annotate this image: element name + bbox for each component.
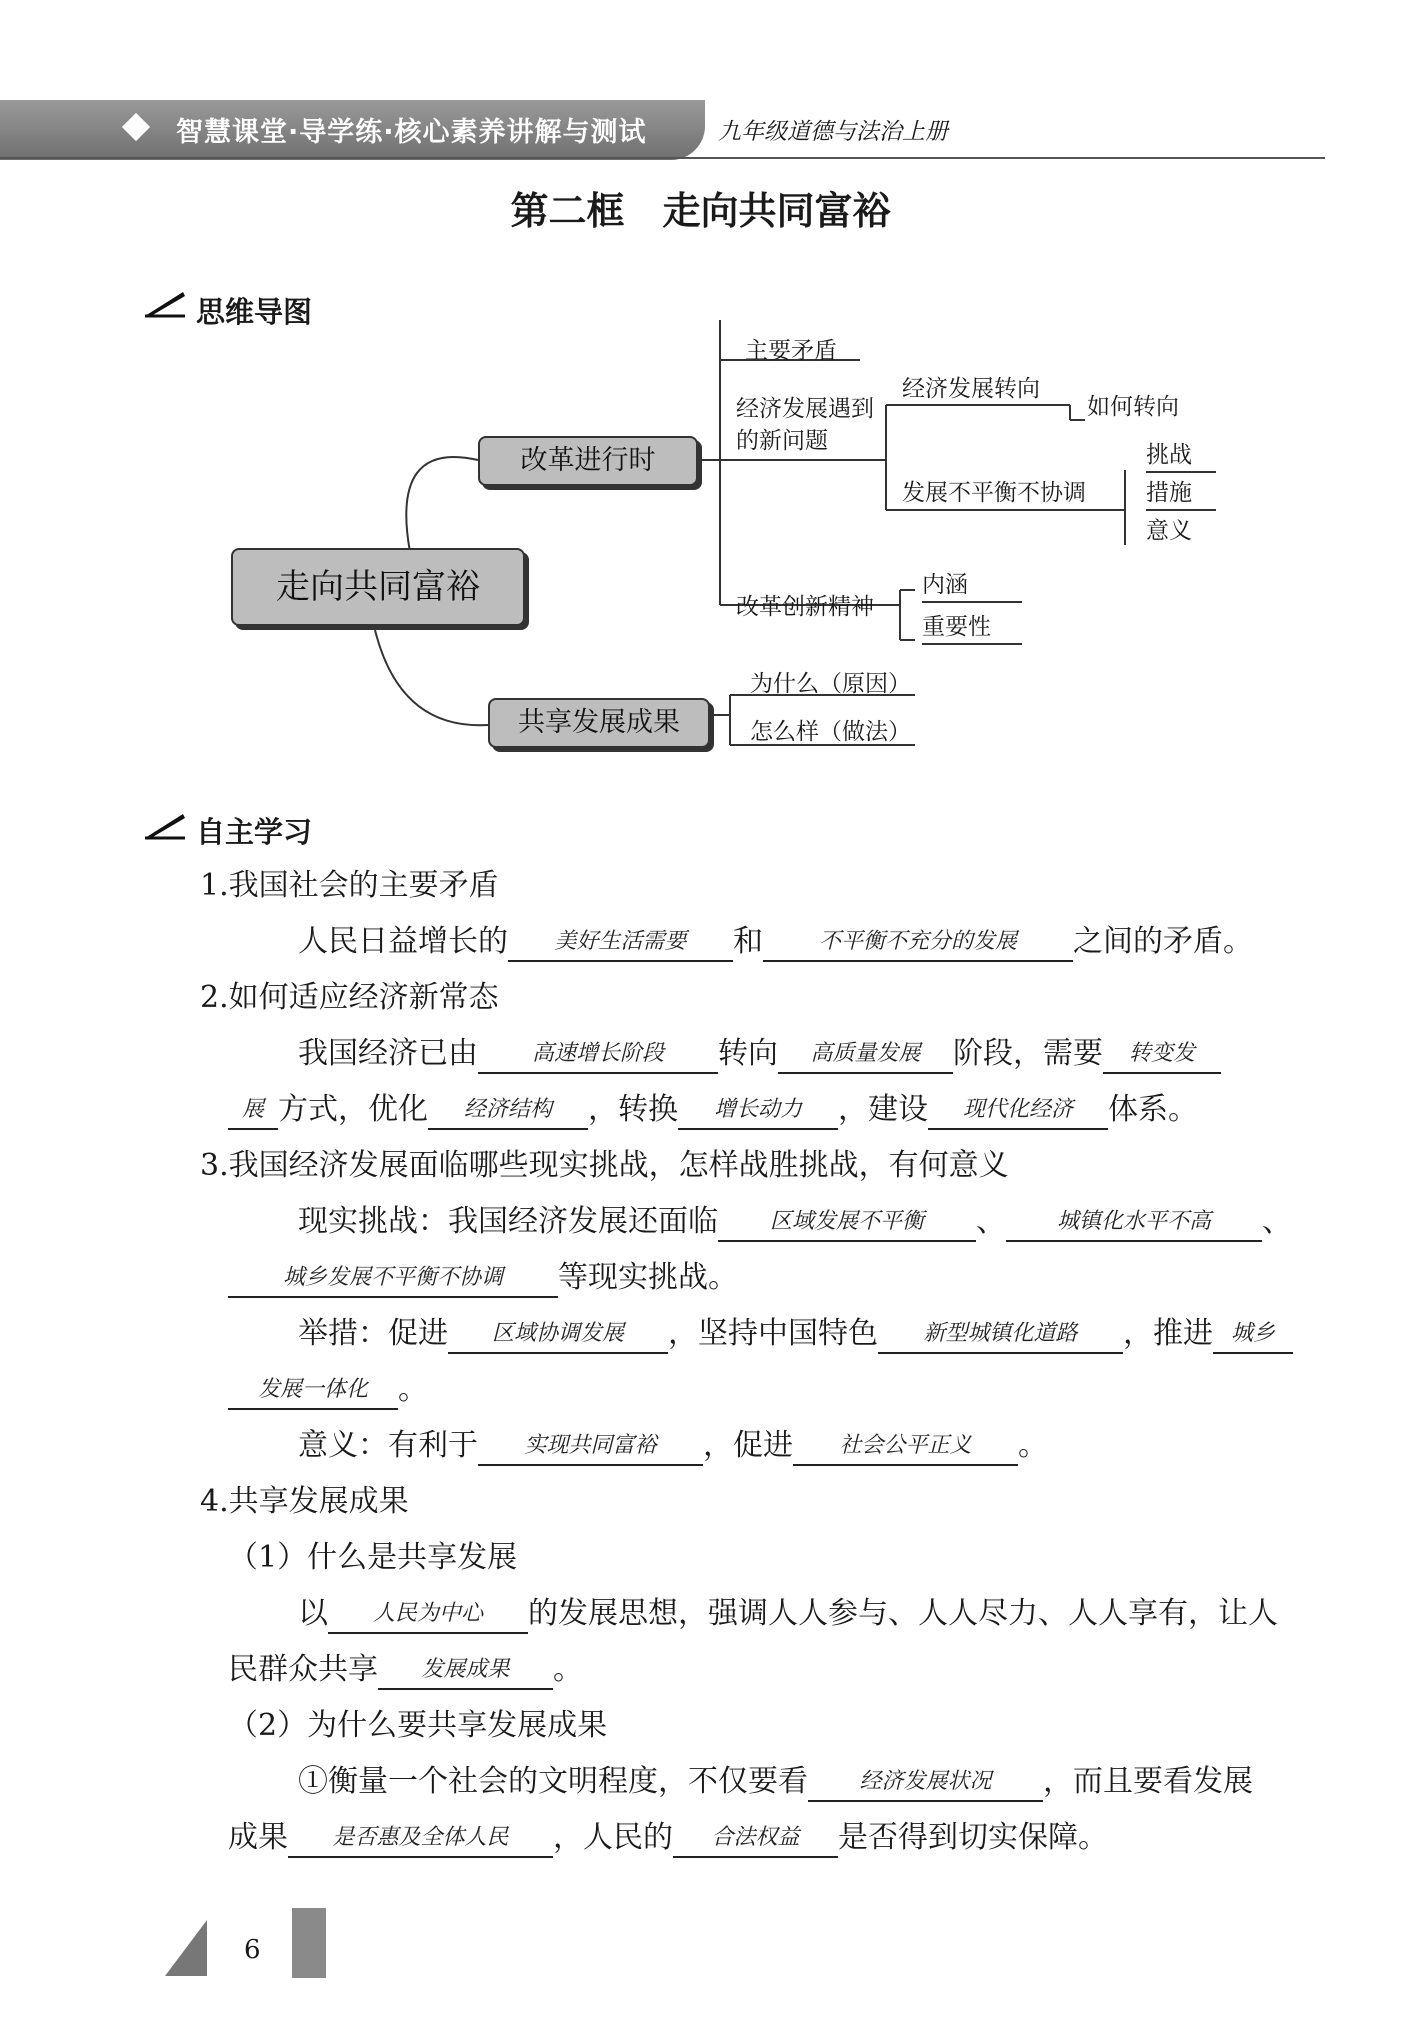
question-2: 2.如何适应经济新常态 xyxy=(200,980,499,1015)
mindmap-connotation: 内涵 xyxy=(922,566,1022,603)
page-number: 6 xyxy=(244,1935,261,1965)
fill-blank: 经济结构 xyxy=(428,1092,588,1130)
answer-line: 人民日益增长的 美好生活需要 和 不平衡不充分的发展 之间的矛盾。 xyxy=(298,922,1253,962)
mindmap-innovation: 改革创新精神 xyxy=(736,594,874,620)
answer-line: 举措：促进 区域协调发展 ，坚持中国特色 新型城镇化道路 ，推进 城乡 xyxy=(298,1314,1293,1354)
fill-blank: 现代化经济 xyxy=(928,1092,1108,1130)
question-4: 4.共享发展成果 xyxy=(200,1484,409,1519)
answer-line: 展 方式，优化 经济结构 ，转换 增长动力 ，建设 现代化经济 体系。 xyxy=(228,1090,1198,1130)
mindmap-new-problems: 经济发展遇到的新问题 xyxy=(736,396,874,454)
pencil-icon xyxy=(143,288,187,318)
fill-blank: 新型城镇化道路 xyxy=(878,1316,1123,1354)
book-title: 九年级道德与法治上册 xyxy=(718,119,948,145)
fill-blank: 经济发展状况 xyxy=(808,1764,1043,1802)
mindmap-significance: 意义 xyxy=(1146,518,1192,544)
fill-blank: 发展一体化 xyxy=(228,1372,398,1410)
fill-blank: 高质量发展 xyxy=(778,1036,953,1074)
fill-blank: 是否惠及全体人民 xyxy=(288,1820,553,1858)
section-title-selfstudy: 自主学习 xyxy=(196,815,313,849)
answer-line: 我国经济已由 高速增长阶段 转向 高质量发展 阶段，需要 转变发 xyxy=(298,1034,1221,1074)
mindmap-challenge: 挑战 xyxy=(1146,436,1216,473)
fill-blank: 城乡 xyxy=(1213,1316,1293,1354)
corner-decoration xyxy=(292,1908,326,1978)
fill-blank: 展 xyxy=(228,1092,278,1130)
fill-blank: 美好生活需要 xyxy=(508,924,733,962)
pencil-icon xyxy=(143,810,187,840)
fill-blank: 转变发 xyxy=(1103,1036,1221,1074)
header-divider xyxy=(0,157,1325,159)
mindmap-imbalance: 发展不平衡不协调 xyxy=(902,480,1086,506)
answer-line: 发展一体化 。 xyxy=(228,1370,428,1410)
answer-line: 城乡发展不平衡不协调 等现实挑战。 xyxy=(228,1258,738,1298)
question-1: 1.我国社会的主要矛盾 xyxy=(200,868,499,903)
mindmap-why: 为什么（原因） xyxy=(750,671,911,697)
mindmap-share-node: 共享发展成果 xyxy=(488,698,710,748)
fill-blank: 区域协调发展 xyxy=(448,1316,668,1354)
answer-line: 以 人民为中心 的发展思想，强调人人参与、人人尽力、人人享有，让人 xyxy=(298,1594,1278,1634)
sub-question: （1）什么是共享发展 xyxy=(228,1540,518,1575)
mindmap-measures: 措施 xyxy=(1146,474,1216,511)
mindmap-how-shift: 如何转向 xyxy=(1087,394,1179,420)
fill-blank: 城镇化水平不高 xyxy=(1006,1204,1262,1242)
sub-question: （2）为什么要共享发展成果 xyxy=(228,1708,608,1743)
fill-blank: 不平衡不充分的发展 xyxy=(763,924,1073,962)
fill-blank: 高速增长阶段 xyxy=(478,1036,718,1074)
question-3: 3.我国经济发展面临哪些现实挑战，怎样战胜挑战，有何意义 xyxy=(200,1148,1009,1183)
fill-blank: 发展成果 xyxy=(378,1652,553,1690)
mindmap-how-do: 怎么样（做法） xyxy=(750,719,911,745)
fill-blank: 实现共同富裕 xyxy=(478,1428,703,1466)
answer-line: ①衡量一个社会的文明程度，不仅要看 经济发展状况 ，而且要看发展 xyxy=(298,1762,1253,1802)
page-title: 第二框 走向共同富裕 xyxy=(510,188,891,233)
mindmap-econ-shift: 经济发展转向 xyxy=(902,376,1040,402)
mindmap-root: 走向共同富裕 xyxy=(231,548,525,626)
fill-blank: 人民为中心 xyxy=(328,1596,528,1634)
answer-line: 民群众共享 发展成果 。 xyxy=(228,1650,583,1690)
answer-line: 意义：有利于 实现共同富裕 ，促进 社会公平正义 。 xyxy=(298,1426,1048,1466)
section-title-mindmap: 思维导图 xyxy=(196,295,313,329)
fill-blank: 区域发展不平衡 xyxy=(718,1204,976,1242)
fill-blank: 社会公平正义 xyxy=(793,1428,1018,1466)
series-title: 智慧课堂·导学练·核心素养讲解与测试 xyxy=(176,117,647,148)
mindmap-importance: 重要性 xyxy=(922,608,1022,645)
fill-blank: 增长动力 xyxy=(678,1092,838,1130)
answer-line: 现实挑战：我国经济发展还面临 区域发展不平衡 、 城镇化水平不高 、 xyxy=(298,1202,1292,1242)
corner-decoration xyxy=(165,1920,207,1976)
fill-blank: 合法权益 xyxy=(673,1820,838,1858)
fill-blank: 城乡发展不平衡不协调 xyxy=(228,1260,558,1298)
mindmap-main-contradiction: 主要矛盾 xyxy=(745,338,837,364)
answer-line: 成果 是否惠及全体人民 ，人民的 合法权益 是否得到切实保障。 xyxy=(228,1818,1108,1858)
mindmap-reform-node: 改革进行时 xyxy=(478,436,698,486)
